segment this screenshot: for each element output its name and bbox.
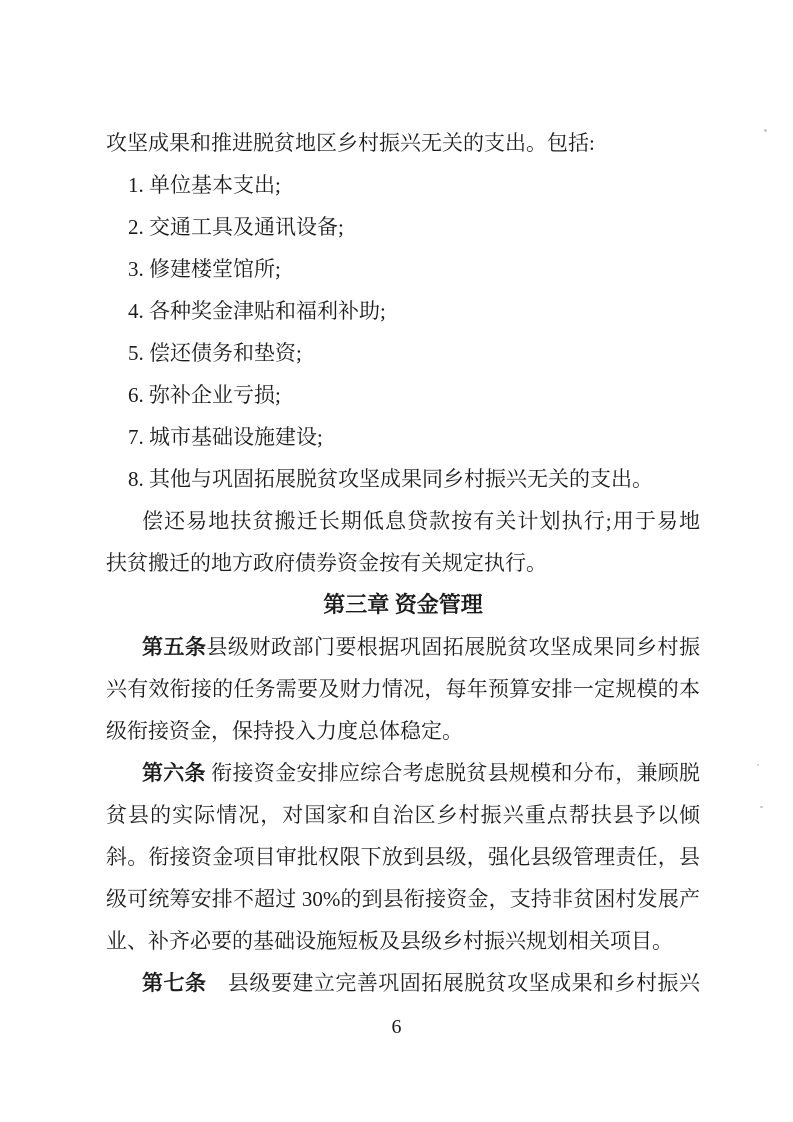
scan-speck	[757, 764, 759, 766]
text-line	[106, 710, 700, 752]
line-text: 2. 交通工具及通讯设备;	[128, 215, 344, 239]
text-line	[106, 542, 700, 584]
line-text: 8. 其他与巩固拓展脱贫攻坚成果同乡村振兴无关的支出。	[128, 467, 653, 491]
line-text: 县级要建立完善巩固拓展脱贫攻坚成果和乡村振兴	[206, 971, 701, 995]
line-text: 斜。衔接资金项目审批权限下放到县级，强化县级管理责任，县	[106, 845, 700, 869]
list-item-line	[128, 248, 700, 290]
line-text: 3. 修建楼堂馆所;	[128, 257, 281, 281]
article-line	[142, 752, 700, 794]
list-item-line	[128, 290, 700, 332]
line-text: 偿还易地扶贫搬迁长期低息贷款按有关计划执行;用于易地	[142, 509, 700, 533]
line-text: 贫县的实际情况，对国家和自治区乡村振兴重点帮扶县予以倾	[106, 803, 700, 827]
list-item-line	[128, 206, 700, 248]
list-item-line	[128, 458, 700, 500]
scan-speck	[760, 806, 763, 808]
article-number-label: 第七条	[142, 971, 207, 995]
line-text: 业、补齐必要的基础设施短板及县级乡村振兴规划相关项目。	[106, 929, 673, 953]
line-text: 第三章 资金管理	[323, 592, 483, 617]
line-text: 7. 城市基础设施建设;	[128, 425, 323, 449]
article-number-label: 第五条	[142, 635, 207, 659]
line-text: 县级财政部门要根据巩固拓展脱贫攻坚成果同乡村振	[206, 635, 701, 659]
line-text: 1. 单位基本支出;	[128, 173, 281, 197]
line-text: 4. 各种奖金津贴和福利补助;	[128, 299, 386, 323]
list-item-line	[128, 374, 700, 416]
line-text: 级衔接资金，保持投入力度总体稳定。	[106, 719, 463, 743]
text-line	[106, 836, 700, 878]
chapter-heading	[106, 584, 700, 626]
scan-speck	[764, 129, 767, 132]
page-number: 6	[391, 1016, 402, 1038]
text-line	[106, 878, 700, 920]
line-text: 5. 偿还债务和垫资;	[128, 341, 302, 365]
article-line	[142, 962, 700, 1004]
list-item-line	[128, 416, 700, 458]
line-text: 级可统筹安排不超过 30%的到县衔接资金，支持非贫困村发展产	[106, 887, 700, 911]
text-line	[106, 668, 700, 710]
text-line	[106, 122, 700, 164]
text-line	[106, 920, 700, 962]
article-number-label: 第六条	[142, 761, 206, 785]
list-item-line	[128, 332, 700, 374]
document-body	[106, 122, 700, 1004]
list-item-line	[128, 164, 700, 206]
line-text: 衔接资金安排应综合考虑脱贫县规模和分布，兼顾脱	[205, 761, 701, 785]
text-line	[142, 500, 700, 542]
line-text: 6. 弥补企业亏损;	[128, 383, 281, 407]
line-text: 扶贫搬迁的地方政府债券资金按有关规定执行。	[106, 551, 547, 575]
line-text: 兴有效衔接的任务需要及财力情况，每年预算安排一定规模的本	[106, 677, 700, 701]
text-line	[106, 794, 700, 836]
line-text: 攻坚成果和推进脱贫地区乡村振兴无关的支出。包括:	[106, 131, 595, 155]
article-line	[142, 626, 700, 668]
